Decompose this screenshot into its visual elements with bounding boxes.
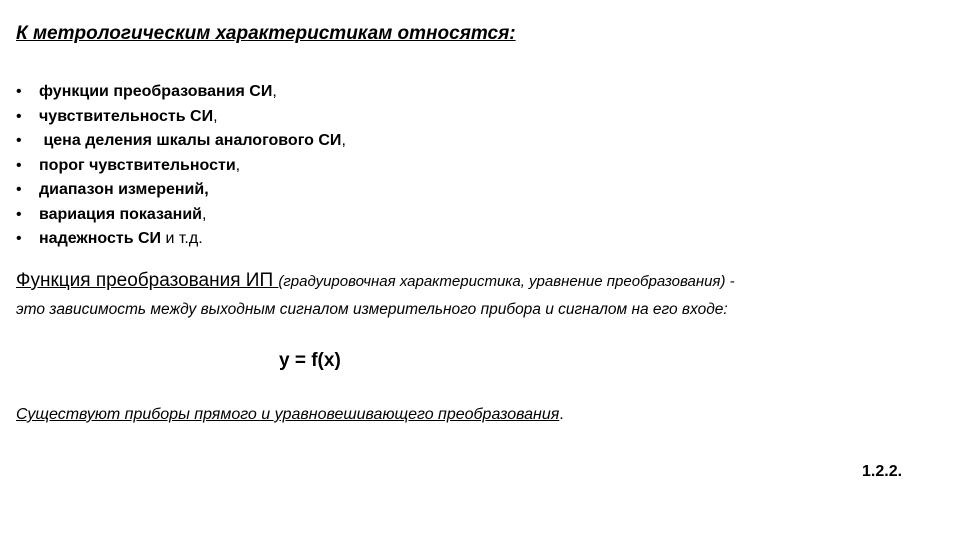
list-item — [16, 178, 346, 203]
list-item — [16, 105, 346, 130]
characteristics-list — [16, 80, 346, 252]
list-item-suffix: , — [341, 132, 346, 149]
bullet-icon: • — [16, 181, 22, 198]
list-item-main: диапазон измерений, — [39, 181, 209, 198]
function-heading — [16, 270, 735, 292]
bullet-icon: • — [16, 205, 22, 223]
bullet-icon: • — [16, 230, 22, 247]
slide-number: 1.2.2. — [862, 463, 903, 480]
bullet-icon: • — [16, 156, 22, 174]
existence-statement — [16, 406, 564, 424]
bullet-icon: • — [16, 83, 22, 100]
list-item — [16, 80, 346, 105]
existence-text: Существуют приборы прямого и уравновешивающего преобразования — [16, 406, 560, 423]
list-item — [16, 154, 346, 179]
function-parenthetical: (градуировочная характеристика, уравнение преобразования) - — [278, 273, 735, 290]
function-definition: это зависимость между выходным сигналом измерительного прибора и сигналом на его входе: — [16, 301, 728, 318]
list-item-main: функции преобразования СИ — [39, 83, 273, 100]
list-item — [16, 227, 346, 252]
bullet-icon: • — [16, 132, 22, 149]
formula: y = f(x) — [279, 350, 341, 371]
list-item-suffix: , — [213, 107, 218, 125]
list-item-main: вариация показаний — [39, 205, 202, 223]
list-item-suffix: , — [272, 83, 277, 100]
function-title: Функция преобразования ИП — [16, 270, 279, 291]
list-item-suffix: , — [202, 205, 207, 223]
list-item — [16, 203, 346, 228]
list-item — [16, 129, 346, 154]
list-item-suffix: и т.д. — [161, 230, 203, 247]
list-item-main: цена деления шкалы аналогового СИ — [39, 132, 342, 149]
list-item-main: надежность СИ — [39, 230, 162, 247]
existence-period: . — [559, 406, 564, 423]
list-item-main: порог чувствительности — [39, 156, 236, 174]
list-item-suffix: , — [235, 156, 241, 174]
heading: К метрологическим характеристикам относятся: — [16, 23, 516, 44]
list-item-main: чувствительность СИ — [39, 107, 214, 125]
bullet-icon: • — [16, 107, 22, 125]
